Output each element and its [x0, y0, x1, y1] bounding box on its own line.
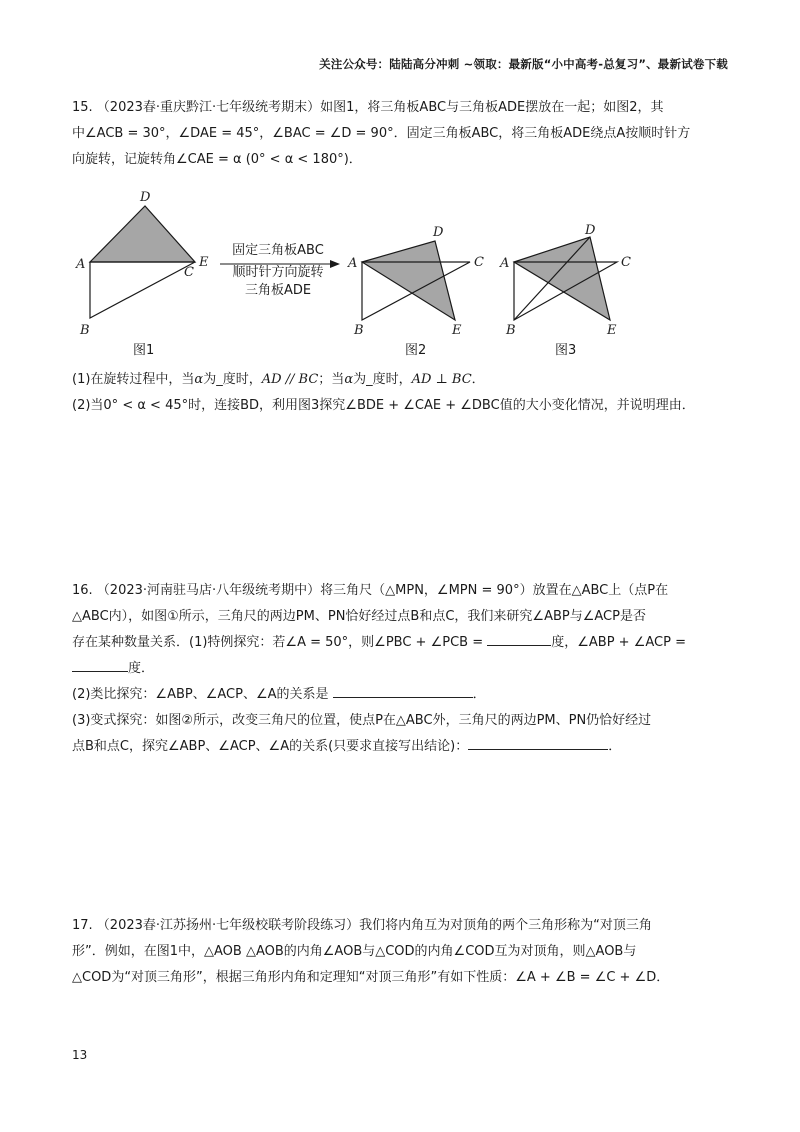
fig3-caption: 图3: [555, 343, 577, 358]
q15-text: [72, 95, 732, 173]
q16-line7: [72, 734, 732, 760]
q17-text: [72, 913, 732, 991]
part1-text-i: ．: [471, 372, 485, 387]
q15-part2: (2)当0° < α < 45°时，连接BD，利用图3探究∠BDE + ∠CAE + ∠DBC值的大小变化情况，并说明理由．: [72, 398, 695, 413]
q15-part1: [72, 367, 732, 393]
fig1-label-b: B: [80, 323, 90, 336]
triangle-ade-rotated-3: [514, 237, 610, 320]
q17-line2: 形”．例如，在图1中，△AOB △AOB的内角∠AOB与△COD的内角∠COD互为对顶角，则△AOB与: [72, 944, 637, 959]
fig2-label-c: C: [474, 255, 484, 270]
q16-blank-3[interactable]: [333, 682, 473, 698]
fig2-caption: 图2: [405, 343, 427, 358]
part1-text-a: (1)在旋转过程中，当: [72, 372, 195, 387]
q16-line5-b: ．: [472, 687, 486, 702]
fig3-label-e: E: [607, 323, 617, 338]
q16-line3-b: 度，∠ABP + ∠ACP =: [551, 635, 686, 650]
fig3-label-d: D: [585, 223, 596, 238]
q16-line5-a: (2)类比探究：∠ABP、∠ACP、∠A的关系是: [72, 687, 329, 702]
fig3-label-b: B: [506, 323, 516, 338]
q16-line3: [72, 630, 732, 656]
page-number: 13: [72, 1048, 88, 1062]
q16-text: [72, 578, 732, 760]
arrow-text-1: 固定三角板ABC: [232, 243, 324, 258]
fig3-label-c: C: [621, 255, 631, 270]
fig1-caption: 图1: [133, 343, 155, 358]
fig2-label-e: E: [452, 323, 462, 338]
triangle-abc: [90, 262, 195, 318]
q16-line6: (3)变式探究：如图②所示，改变三角尺的位置，使点P在△ABC外，三角尺的两边PM、PN仍恰好经过: [72, 713, 652, 728]
q16-line7-b: ．: [608, 739, 622, 754]
q15-line3: 向旋转，记旋转角∠CAE = α (0° < α < 180°)．: [72, 152, 362, 167]
fig3-label-a: A: [500, 256, 510, 271]
fig1-label-c: C: [184, 265, 194, 280]
part1-alpha-2: α: [344, 372, 354, 387]
part1-perpendicular: AD ⊥ BC: [411, 372, 472, 387]
q16-line5: [72, 682, 732, 708]
triangle-ade-rotated: [362, 241, 455, 320]
q16-blank-1[interactable]: [487, 630, 551, 646]
page-header: 关注公众号：陆陆高分冲刺 ~领取：最新版“小中高考-总复习”、最新试卷下载: [319, 57, 728, 71]
fig1-label-d: D: [140, 190, 151, 205]
q16-blank-2[interactable]: [72, 656, 128, 672]
fig2-label-a: A: [348, 256, 358, 271]
triangle-ade: [90, 206, 195, 262]
q16-line1: 16. （2023·河南驻马店·八年级统考期中）将三角尺（△MPN，∠MPN = 90°）放置在△ABC上（点P在: [72, 583, 669, 598]
figure-3: [497, 220, 647, 340]
fig1-label-a: A: [76, 257, 86, 272]
part1-alpha-1: α: [194, 372, 204, 387]
q16-line4-text: 度．: [128, 661, 155, 676]
q16-line7-a: 点B和点C，探究∠ABP、∠ACP、∠A的关系(只要求直接写出结论)：: [72, 739, 469, 754]
figure-1: [70, 186, 220, 336]
part1-text-e: ；当: [318, 372, 345, 387]
figure-2: [345, 220, 495, 340]
part1-parallel: AD // BC: [261, 372, 319, 387]
part1-text-g: 为_度时，: [353, 372, 412, 387]
q16-line4: [72, 656, 732, 682]
q15-parts: [72, 367, 732, 419]
arrow-text-2: 顺时针方向旋转: [232, 265, 324, 280]
q16-line3-a: 存在某种数量关系．(1)特例探究：若∠A = 50°，则∠PBC + ∠PCB =: [72, 635, 484, 650]
q15-line2: 中∠ACB = 30°，∠DAE = 45°，∠BAC = ∠D = 90°．固定三角板ABC，将三角板ADE绕点A按顺时针方: [72, 126, 691, 141]
fig2-label-b: B: [354, 323, 364, 338]
q17-line3: △COD为“对顶三角形”，根据三角形内角和定理知“对顶三角形”有如下性质：∠A + ∠B = ∠C + ∠D．: [72, 970, 670, 985]
q16-blank-4[interactable]: [468, 734, 608, 750]
arrow-text-3: 三角板ADE: [244, 283, 312, 298]
part1-text-c: 为_度时，: [203, 372, 262, 387]
q16-line2: △ABC内），如图①所示，三角尺的两边PM、PN恰好经过点B和点C，我们来研究∠ABP与∠ACP是否: [72, 609, 646, 624]
q17-line1: 17. （2023春·江苏扬州·七年级校联考阶段练习）我们将内角互为对顶角的两个三角形称为“对顶三角: [72, 918, 652, 933]
fig1-label-e: E: [199, 255, 209, 270]
fig2-label-d: D: [433, 225, 444, 240]
q15-line1: 15. （2023春·重庆黔江·七年级统考期末）如图1，将三角板ABC与三角板ADE摆放在一起；如图2，其: [72, 100, 664, 115]
